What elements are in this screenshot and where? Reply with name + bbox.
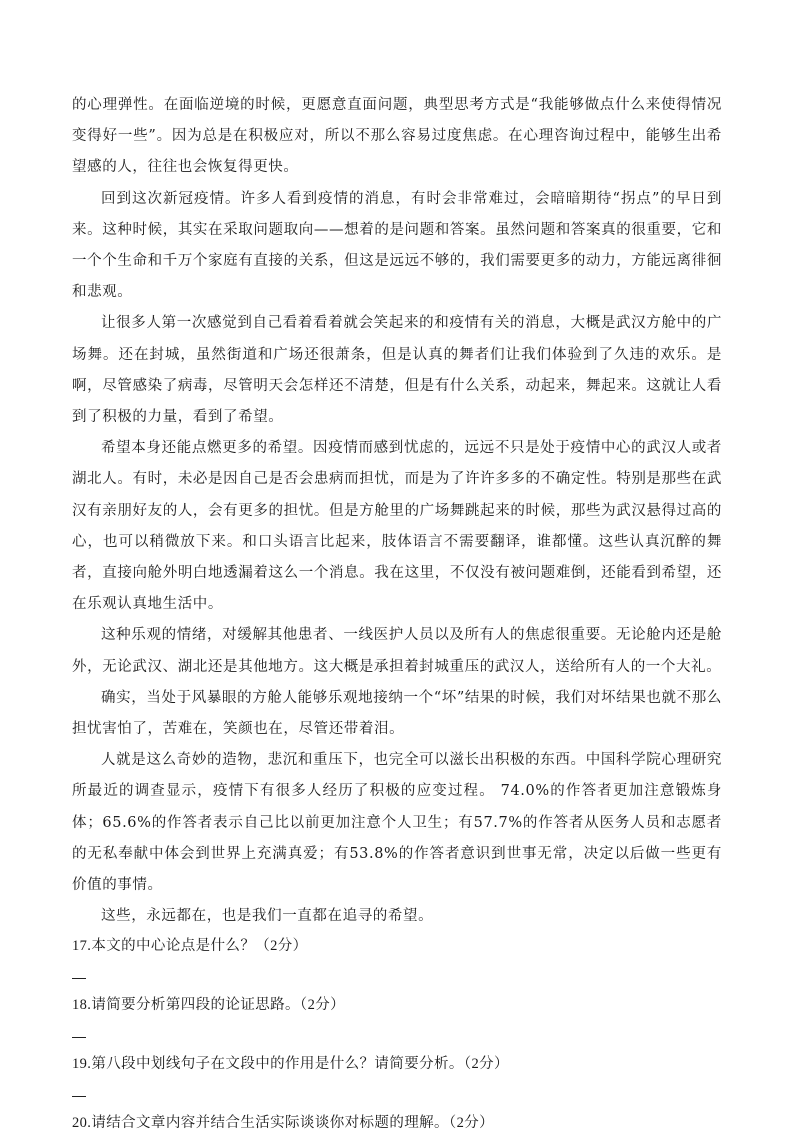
document-page <box>72 90 722 1138</box>
answer-blank[interactable] <box>72 961 722 991</box>
paragraph: 的心理弹性。在面临逆境的时候，更愿意直面问题，典型思考方式是“我能够做点什么来使得情况变得好一些”。因为总是在积极应对，所以不那么容易过度焦虑。在心理咨询过程中，能够生出希望感的人，往往也会恢复得更快。 <box>72 97 722 176</box>
blank-line <box>72 1037 86 1038</box>
answer-blank[interactable] <box>72 1079 722 1109</box>
paragraph: 确实，当处于风暴眼的方舱人能够乐观地接纳一个“坏”结果的时候，我们对坏结果也就不那么担忧害怕了，苦难在，笑颜也在，尽管还带着泪。 <box>72 689 722 738</box>
question-18: 18.请简要分析第四段的论证思路。（2分） <box>72 997 346 1014</box>
paragraph: 希望本身还能点燃更多的希望。因疫情而感到忧虑的，远远不只是处于疫情中心的武汉人或者湖北人。有时，未必是因自己是否会患病而担忧，而是为了许许多多的不确定性。特别是那些在武汉有亲朋好友的人，会有更多的担忧。但是方舱里的广场舞跳起来的时候，那些为武汉悬得过高的心，也可以稍微放下来。和口头语言比起来，肢体语言不需要翻译，谁都懂。这些认真沉醉的舞者，直接向舱外明白地透漏着这么一个消息。我在这里，不仅没有被问题难倒，还能看到希望，还在乐观认真地生活中。 <box>72 440 722 613</box>
blank-line <box>72 978 86 979</box>
article-body <box>72 90 722 932</box>
paragraph: 回到这次新冠疫情。许多人看到疫情的消息，有时会非常难过，会暗暗期待“拐点”的早日到来。这种时候，其实在采取问题取向——想着的是问题和答案。虽然问题和答案真的很重要，它和一个个生命和千万个家庭有直接的关系，但这是远远不够的，我们需要更多的动力，方能远离徘徊和悲观。 <box>72 190 722 301</box>
question-17: 17.本文的中心论点是什么？（2分） <box>72 938 308 955</box>
paragraph: 这些，永远都在，也是我们一直都在追寻的希望。 <box>101 908 434 925</box>
answer-blank[interactable] <box>72 1020 722 1050</box>
paragraph: 这种乐观的情绪，对缓解其他患者、一线医护人员以及所有人的焦虑很重要。无论舱内还是舱外，无论武汉、湖北还是其他地方。这大概是承担着封城重压的武汉人，送给所有人的一个大礼。 <box>72 627 722 675</box>
paragraph: 让很多人第一次感觉到自己看着看着就会笑起来的和疫情有关的消息，大概是武汉方舱中的广场舞。还在封城，虽然街道和广场还很萧条，但是认真的舞者们让我们体验到了久违的欢乐。是啊，尽管感染了病毒，尽管明天会怎样还不清楚，但是有什么关系，动起来，舞起来。这就让人看到了积极的力量，看到了希望。 <box>72 315 722 426</box>
paragraph: 人就是这么奇妙的造物，悲沉和重压下，也完全可以滋长出积极的东西。中国科学院心理研究所最近的调查显示，疫情下有很多人经历了积极的应变过程。 74.0%的作答者更加注意锻炼身体；65.6%的作答者表示自己比以前更加注意个人卫生；有57.7%的作答者从医务人员和志愿者的无私奉献中体会到世界上充满真爱；有53.8%的作答者意识到世事无常，决定以后做一些更有价值的事情。 <box>72 752 722 894</box>
question-20: 20.请结合文章内容并结合生活实际谈谈你对标题的理解。（2分） <box>72 1115 495 1132</box>
blank-line <box>72 1096 86 1097</box>
question-19: 19.第八段中划线句子在文段中的作用是什么？请简要分析。（2分） <box>72 1056 509 1073</box>
question-list <box>72 932 722 1138</box>
